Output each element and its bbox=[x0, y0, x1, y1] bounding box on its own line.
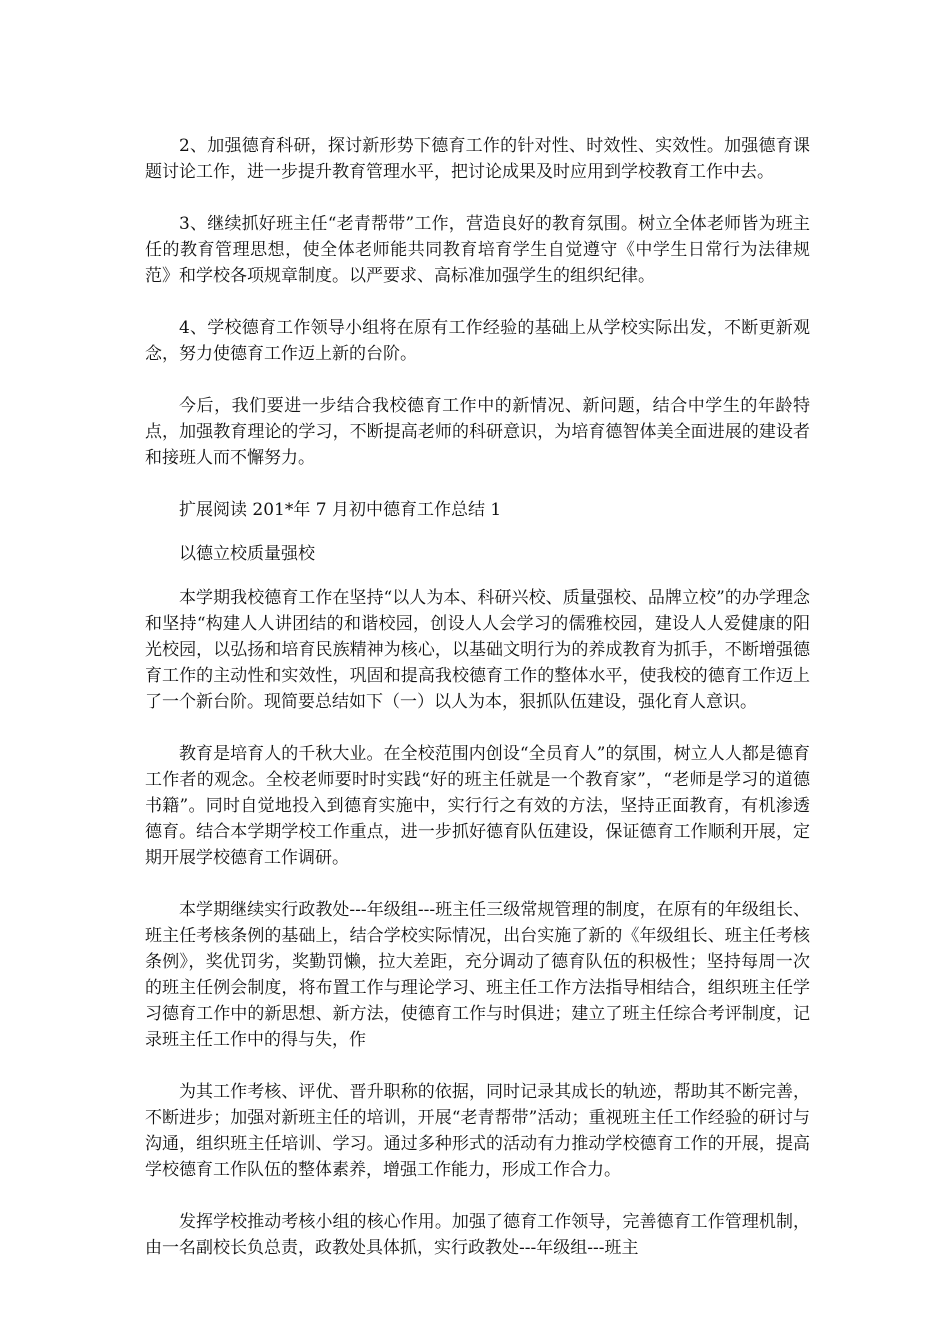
paragraph-semester-summary: 本学期我校德育工作在坚持“以人为本、科研兴校、质量强校、品牌立校”的办学理念和坚持“构建人人讲团结的和谐校园，创设人人会学习的儒雅校园，建设人人爱健康的阳光校园，以弘扬和培育民族精神为核心，以基础文明行为的养成教育为抓手，不断增强德育工作的主动性和实效性，巩固和提高我校德育工作的整体水平，使我校的德育工作迈上了一个新台阶。现简要总结如下（一）以人为本，狠抓队伍建设，强化育人意识。 bbox=[145, 588, 810, 712]
extended-reading-heading: 扩展阅读 201*年 7 月初中德育工作总结 1 bbox=[179, 500, 502, 520]
paragraph-item-4: 4、学校德育工作领导小组将在原有工作经验的基础上从学校实际出发，不断更新观念，努力使德育工作迈上新的台阶。 bbox=[145, 318, 810, 364]
paragraph-item-3: 3、继续抓好班主任“老青帮带”工作，营造良好的教育氛围。树立全体老师皆为班主任的教育管理思想，使全体老师能共同教育培育学生自觉遵守《中学生日常行为法律规范》和学校各项规章制度。以严要求、高标准加强学生的组织纪律。 bbox=[145, 214, 810, 286]
paragraph-conclusion: 今后，我们要进一步结合我校德育工作中的新情况、新问题，结合中学生的年龄特点，加强教育理论的学习，不断提高老师的科研意识，为培育德智体美全面进展的建设者和接班人而不懈努力。 bbox=[145, 396, 810, 468]
paragraph-education-cause: 教育是培育人的千秋大业。在全校范围内创设“全员育人”的氛围，树立人人都是德育工作者的观念。全校老师要时时实践“好的班主任就是一个教育家”，“老师是学习的道德书籍”。同时自觉地投入到德育实施中，实行行之有效的方法，坚持正面教育，有机渗透德育。结合本学期学校工作重点，进一步抓好德育队伍建设，保证德育工作顺利开展，定期开展学校德育工作调研。 bbox=[145, 744, 810, 868]
document-body bbox=[145, 133, 810, 1287]
paragraph-management-system: 本学期继续实行政教处---年级组---班主任三级常规管理的制度，在原有的年级组长、班主任考核条例的基础上，结合学校实际情况，出台实施了新的《年级组长、班主任考核条例》，奖优罚劣，奖勤罚懒，拉大差距，充分调动了德育队伍的积极性；坚持每周一次的班主任例会制度，将布置工作与理论学习、班主任工作方法指导相结合，组织班主任学习德育工作中的新思想、新方法，使德育工作与时俱进；建立了班主任综合考评制度，记录班主任工作中的得与失，作 bbox=[145, 900, 810, 1050]
paragraph-assessment-group: 发挥学校推动考核小组的核心作用。加强了德育工作领导，完善德育工作管理机制，由一名副校长负总责，政教处具体抓，实行政教处---年级组---班主 bbox=[145, 1212, 810, 1258]
paragraph-evaluation-basis: 为其工作考核、评优、晋升职称的依据，同时记录其成长的轨迹，帮助其不断完善，不断进步；加强对新班主任的培训，开展“老青帮带”活动；重视班主任工作经验的研讨与沟通，组织班主任培训、学习。通过多种形式的活动有力推动学校德育工作的开展，提高学校德育工作队伍的整体素养，增强工作能力，形成工作合力。 bbox=[145, 1082, 810, 1180]
paragraph-item-2: 2、加强德育科研，探讨新形势下德育工作的针对性、时效性、实效性。加强德育课题讨论工作，进一步提升教育管理水平，把讨论成果及时应用到学校教育工作中去。 bbox=[145, 136, 810, 182]
section-subtitle: 以德立校质量强校 bbox=[179, 544, 315, 564]
